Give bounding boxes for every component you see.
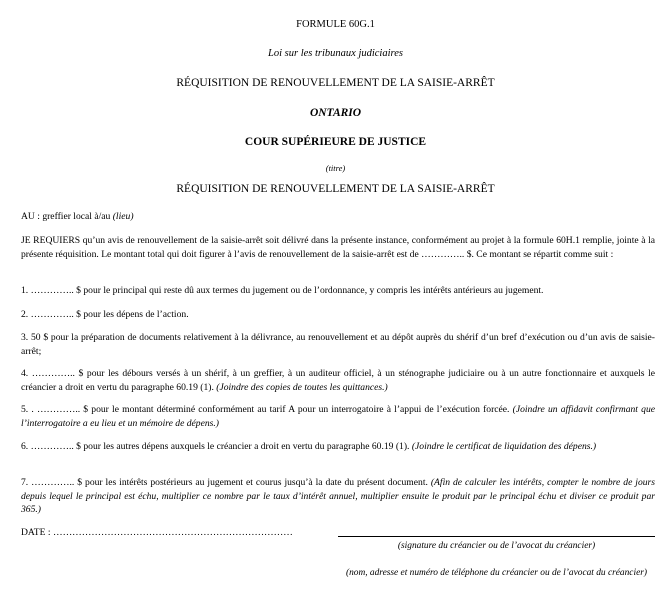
date-line: DATE : ………………………………………………………………… — [21, 527, 293, 538]
item-6 — [21, 440, 655, 454]
item-4-note: (Joindre des copies de toutes les quittances.) — [216, 381, 388, 393]
form-title-top: RÉQUISITION DE RENOUVELLEMENT DE LA SAISIE-ARRÊT — [176, 77, 495, 89]
statute-name: Loi sur les tribunaux judiciaires — [268, 48, 403, 59]
item-5 — [21, 403, 655, 430]
item-1 — [21, 284, 655, 298]
case-title-placeholder: (titre) — [325, 163, 346, 173]
item-4-text: 4. ………….. $ pour les débours versés à un shérif, à un greffier, à un auditeur officiel, à un sténographe judiciaire ou à un autre fonctionnaire et auxquels le créancier a droit en vertu du paragraphe 60.19 (1). — [21, 368, 655, 393]
addressee-label: AU : greffier local à/au — [21, 211, 113, 222]
item-7-text: 7. ………….. $ pour les intérêts postérieurs au jugement et courus jusqu’à la date du présent document. — [21, 477, 431, 488]
signature-caption: (signature du créancier ou de l’avocat du créancier) — [397, 541, 596, 551]
item-6-text: 6. ………….. $ pour les autres dépens auxquels le créancier a droit en vertu du paragraphe 60.19 (1). — [21, 441, 412, 452]
court-name: COUR SUPÉRIEURE DE JUSTICE — [244, 136, 427, 148]
item-4 — [21, 367, 655, 394]
item-6-note: (Joindre le certificat de liquidation des dépens.) — [411, 441, 597, 452]
item-3 — [21, 331, 655, 358]
item-5-note: (Joindre un affidavit confirmant que l’interrogatoire a eu lieu et un mémoire de dépens.) — [21, 404, 655, 429]
contact-caption: (nom, adresse et numéro de téléphone du créancier ou de l’avocat du créancier) — [345, 568, 648, 578]
form-number: FORMULE 60G.1 — [296, 19, 375, 30]
item-1-text: 1. ………….. $ pour le principal qui reste dû aux termes du jugement ou de l’ordonnance, y compris les intérêts antérieurs au jugement. — [21, 285, 544, 296]
item-3-text: 3. 50 $ pour la préparation de documents relativement à la délivrance, au renouvellement et au dépôt auprès du shérif d’un bref d’exécution ou d’un avis de saisie-arrêt; — [21, 332, 655, 357]
form-title-main: RÉQUISITION DE RENOUVELLEMENT DE LA SAISIE-ARRÊT — [176, 183, 495, 195]
item-5-text: 5. . ………….. $ pour le montant déterminé conformément au tarif A pour un interrogatoire à l’appui de l’exécution forcée. — [21, 404, 513, 415]
addressee-line — [21, 211, 134, 222]
signature-line — [338, 536, 655, 537]
item-2-text: 2. ………….. $ pour les dépens de l’action. — [21, 309, 189, 320]
item-7 — [21, 476, 655, 517]
intro-paragraph: JE REQUIERS qu’un avis de renouvellement de la saisie-arrêt soit délivré dans la présente instance, conformément au projet à la formule 60H.1 remplie, jointe à la présente réquisition. Le montant total qui doit figurer à l’avis de renouvellement de la saisie-arrêt est de ………….. $. Ce montant se répartit comme suit : — [21, 235, 655, 260]
item-7-note: (Afin de calculer les intérêts, compter le nombre de jours depuis lequel le principal est échu, multiplier ce nombre par le taux d’intérêt annuel, multiplier ensuite le produit par le principal échu et diviser ce produit par 365.) — [21, 477, 655, 516]
province-name: ONTARIO — [309, 107, 362, 119]
item-2 — [21, 308, 655, 322]
addressee-place: (lieu) — [112, 211, 134, 222]
